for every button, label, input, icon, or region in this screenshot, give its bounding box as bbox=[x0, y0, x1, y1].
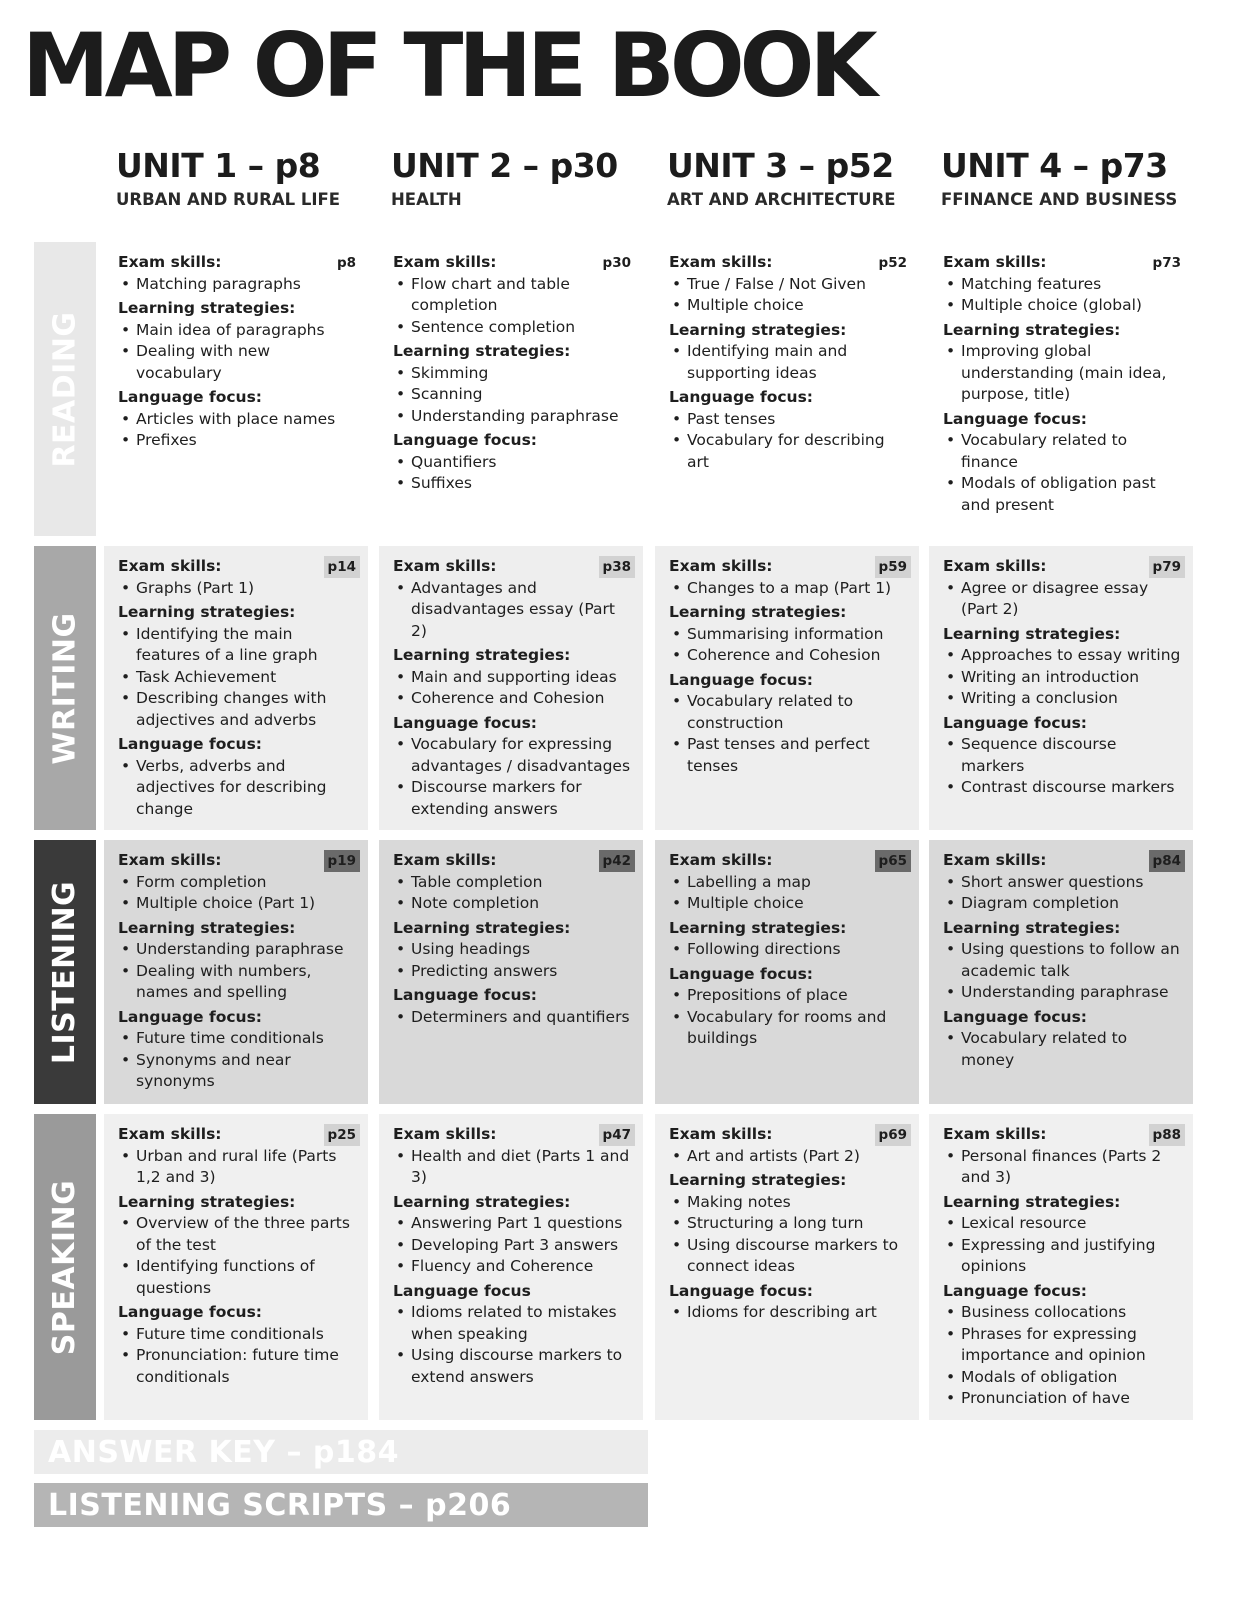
section-heading: Exam skills: bbox=[393, 851, 497, 869]
list-item: • Contrast discourse markers bbox=[943, 777, 1181, 799]
cell-speaking-unit-1 bbox=[104, 1114, 368, 1420]
list-item: • Lexical resource bbox=[943, 1213, 1181, 1235]
page-badge: p19 bbox=[324, 850, 360, 872]
list-item: • Sequence discourse markers bbox=[943, 734, 1181, 777]
section-heading: Learning strategies: bbox=[393, 646, 571, 664]
section-heading: Exam skills: bbox=[393, 253, 497, 271]
list-item: • Future time conditionals bbox=[118, 1324, 356, 1346]
unit-header-4 bbox=[941, 148, 1211, 209]
section-heading: Exam skills: bbox=[393, 557, 497, 575]
list-item: • Personal finances (Parts 2 and 3) bbox=[943, 1146, 1181, 1189]
list-item: • Dealing with new vocabulary bbox=[118, 341, 356, 384]
list-item: • Skimming bbox=[393, 363, 631, 385]
page-badge: p59 bbox=[875, 556, 911, 578]
list-item: • Verbs, adverbs and adjectives for describing change bbox=[118, 756, 356, 821]
list-item: • Multiple choice bbox=[669, 295, 907, 317]
section-list bbox=[118, 872, 356, 915]
section-list bbox=[393, 1213, 631, 1278]
list-item: • Short answer questions bbox=[943, 872, 1181, 894]
section-list bbox=[669, 939, 907, 961]
list-item: • Answering Part 1 questions bbox=[393, 1213, 631, 1235]
unit-title: UNIT 1 – p8 bbox=[116, 146, 321, 185]
list-item: • Main and supporting ideas bbox=[393, 667, 631, 689]
list-item: • Future time conditionals bbox=[118, 1028, 356, 1050]
list-item: • Pronunciation: future time conditionals bbox=[118, 1345, 356, 1388]
list-item: • Note completion bbox=[393, 893, 631, 915]
section-list bbox=[943, 430, 1181, 516]
section-heading: Language focus: bbox=[669, 964, 814, 983]
section-heading: Learning strategies: bbox=[943, 918, 1121, 937]
section-list bbox=[669, 1146, 907, 1168]
page-badge: p84 bbox=[1149, 850, 1185, 872]
unit-title: UNIT 3 – p52 bbox=[667, 146, 894, 185]
section-list bbox=[943, 1213, 1181, 1278]
section-list bbox=[393, 452, 631, 495]
section-heading: Exam skills: bbox=[943, 1125, 1047, 1143]
cell-listening-unit-2 bbox=[379, 840, 643, 1104]
section-list bbox=[393, 1007, 631, 1029]
list-item: • Articles with place names bbox=[118, 409, 356, 431]
cell-speaking-unit-2 bbox=[379, 1114, 643, 1420]
list-item: • Summarising information bbox=[669, 624, 907, 646]
list-item: • Approaches to essay writing bbox=[943, 645, 1181, 667]
section-list bbox=[393, 1146, 631, 1189]
section-list bbox=[393, 578, 631, 643]
section-heading: Language focus: bbox=[669, 388, 814, 406]
list-item: • Task Achievement bbox=[118, 667, 356, 689]
section-heading: Language focus: bbox=[118, 735, 263, 753]
list-item: • Vocabulary for expressing advantages / disadvantages bbox=[393, 734, 631, 777]
cell-speaking-unit-4 bbox=[929, 1114, 1193, 1420]
list-item: • Multiple choice bbox=[669, 893, 907, 915]
list-item: • Vocabulary for describing art bbox=[669, 430, 907, 473]
list-item: • Flow chart and table completion bbox=[393, 274, 631, 317]
row-label-text: READING bbox=[47, 310, 83, 468]
section-heading: Learning strategies: bbox=[669, 1171, 847, 1189]
section-list bbox=[393, 274, 631, 339]
unit-header-2 bbox=[391, 148, 661, 209]
unit-subtitle: HEALTH bbox=[391, 190, 462, 210]
section-list bbox=[669, 274, 907, 317]
list-item: • Modals of obligation bbox=[943, 1367, 1181, 1389]
section-heading: Language focus: bbox=[943, 1281, 1088, 1300]
section-heading: Learning strategies: bbox=[393, 342, 571, 360]
page-badge: p65 bbox=[875, 850, 911, 872]
list-item: • Prepositions of place bbox=[669, 985, 907, 1007]
list-item: • Predicting answers bbox=[393, 961, 631, 983]
unit-header-3 bbox=[667, 148, 937, 209]
page-badge: p14 bbox=[324, 556, 360, 578]
section-list bbox=[943, 872, 1181, 915]
section-list bbox=[943, 645, 1181, 710]
section-list bbox=[118, 274, 356, 296]
section-list bbox=[118, 624, 356, 732]
section-list bbox=[669, 409, 907, 474]
row-label-text: SPEAKING bbox=[47, 1179, 83, 1355]
list-item: • Multiple choice (Part 1) bbox=[118, 893, 356, 915]
list-item: • Using headings bbox=[393, 939, 631, 961]
section-heading: Learning strategies: bbox=[943, 1192, 1121, 1211]
section-list bbox=[943, 734, 1181, 799]
section-heading: Learning strategies: bbox=[943, 320, 1121, 339]
section-list bbox=[669, 578, 907, 600]
list-item: • Understanding paraphrase bbox=[393, 406, 631, 428]
answer-key-bar bbox=[34, 1430, 648, 1474]
section-list bbox=[118, 756, 356, 821]
list-item: • Pronunciation of have bbox=[943, 1388, 1181, 1410]
list-item: • Form completion bbox=[118, 872, 356, 894]
unit-subtitle: FFINANCE AND BUSINESS bbox=[941, 190, 1178, 210]
section-list bbox=[118, 578, 356, 600]
list-item: • Labelling a map bbox=[669, 872, 907, 894]
row-label-listening bbox=[34, 840, 96, 1104]
page-badge: p73 bbox=[1152, 255, 1181, 271]
list-item: • Main idea of paragraphs bbox=[118, 320, 356, 342]
list-item: • Idioms for describing art bbox=[669, 1302, 907, 1324]
section-heading: Language focus: bbox=[393, 713, 538, 732]
cell-writing-unit-2 bbox=[379, 546, 643, 830]
row-label-text: LISTENING bbox=[47, 880, 83, 1064]
list-item: • Using questions to follow an academic talk bbox=[943, 939, 1181, 982]
section-heading: Exam skills: bbox=[118, 253, 222, 271]
section-heading: Learning strategies: bbox=[669, 320, 847, 339]
list-item: • Modals of obligation past and present bbox=[943, 473, 1181, 516]
section-list bbox=[118, 1028, 356, 1093]
section-list bbox=[669, 691, 907, 777]
list-item: • Using discourse markers to extend answers bbox=[393, 1345, 631, 1388]
list-item: • Vocabulary related to finance bbox=[943, 430, 1181, 473]
section-heading: Exam skills: bbox=[118, 851, 222, 869]
section-list bbox=[943, 1146, 1181, 1189]
page-badge: p52 bbox=[878, 255, 907, 271]
cell-writing-unit-3 bbox=[655, 546, 919, 830]
list-item: • Business collocations bbox=[943, 1302, 1181, 1324]
section-heading: Language focus: bbox=[393, 986, 538, 1004]
cell-speaking-unit-3 bbox=[655, 1114, 919, 1420]
unit-subtitle: URBAN AND RURAL LIFE bbox=[116, 190, 341, 210]
list-item: • Improving global understanding (main idea, purpose, title) bbox=[943, 341, 1181, 406]
unit-subtitle: ART AND ARCHITECTURE bbox=[667, 190, 896, 210]
section-list bbox=[118, 409, 356, 452]
cell-reading-unit-2 bbox=[379, 242, 643, 536]
list-item: • Identifying main and supporting ideas bbox=[669, 341, 907, 384]
list-item: • Vocabulary related to money bbox=[943, 1028, 1181, 1071]
cell-listening-unit-4 bbox=[929, 840, 1193, 1104]
section-list bbox=[943, 341, 1181, 406]
section-list bbox=[118, 939, 356, 1004]
section-list bbox=[669, 624, 907, 667]
list-item: • Urban and rural life (Parts 1,2 and 3) bbox=[118, 1146, 356, 1189]
section-list bbox=[669, 341, 907, 384]
list-item: • Matching features bbox=[943, 274, 1181, 296]
page-badge: p88 bbox=[1149, 1124, 1185, 1146]
list-item: • Prefixes bbox=[118, 430, 356, 452]
list-item: • Graphs (Part 1) bbox=[118, 578, 356, 600]
list-item: • Fluency and Coherence bbox=[393, 1256, 631, 1278]
section-list bbox=[118, 1324, 356, 1389]
section-heading: Learning strategies: bbox=[118, 603, 296, 621]
section-heading: Exam skills: bbox=[669, 1125, 773, 1143]
cell-reading-unit-3 bbox=[655, 242, 919, 536]
section-heading: Exam skills: bbox=[118, 557, 222, 575]
cell-reading-unit-1 bbox=[104, 242, 368, 536]
list-item: • Synonyms and near synonyms bbox=[118, 1050, 356, 1093]
list-item: • Matching paragraphs bbox=[118, 274, 356, 296]
page-badge: p38 bbox=[599, 556, 635, 578]
list-item: • Health and diet (Parts 1 and 3) bbox=[393, 1146, 631, 1189]
list-item: • Understanding paraphrase bbox=[118, 939, 356, 961]
section-heading: Language focus bbox=[393, 1281, 531, 1300]
list-item: • Writing an introduction bbox=[943, 667, 1181, 689]
list-item: • Scanning bbox=[393, 384, 631, 406]
cell-writing-unit-1 bbox=[104, 546, 368, 830]
cell-reading-unit-4 bbox=[929, 242, 1193, 536]
section-heading: Language focus: bbox=[118, 388, 263, 406]
unit-title: UNIT 2 – p30 bbox=[391, 146, 618, 185]
list-item: • Past tenses and perfect tenses bbox=[669, 734, 907, 777]
unit-title: UNIT 4 – p73 bbox=[941, 146, 1168, 185]
section-heading: Exam skills: bbox=[393, 1125, 497, 1143]
list-item: • Identifying functions of questions bbox=[118, 1256, 356, 1299]
list-item: • Writing a conclusion bbox=[943, 688, 1181, 710]
section-list bbox=[393, 363, 631, 428]
list-item: • Dealing with numbers, names and spelling bbox=[118, 961, 356, 1004]
section-heading: Exam skills: bbox=[943, 253, 1047, 271]
row-label-speaking bbox=[34, 1114, 96, 1420]
page-title: MAP OF THE BOOK bbox=[22, 14, 873, 117]
list-item: • True / False / Not Given bbox=[669, 274, 907, 296]
section-heading: Language focus: bbox=[669, 670, 814, 689]
section-list bbox=[669, 872, 907, 915]
answer-key-label: ANSWER KEY – p184 bbox=[48, 1434, 400, 1470]
row-label-writing bbox=[34, 546, 96, 830]
section-list bbox=[393, 1302, 631, 1388]
section-heading: Exam skills: bbox=[118, 1125, 222, 1143]
page-badge: p30 bbox=[602, 255, 631, 271]
list-item: • Diagram completion bbox=[943, 893, 1181, 915]
list-item: • Making notes bbox=[669, 1192, 907, 1214]
row-label-reading bbox=[34, 242, 96, 536]
section-list bbox=[669, 1192, 907, 1278]
section-heading: Learning strategies: bbox=[393, 1192, 571, 1211]
list-item: • Expressing and justifying opinions bbox=[943, 1235, 1181, 1278]
list-item: • Suffixes bbox=[393, 473, 631, 495]
section-list bbox=[943, 274, 1181, 317]
list-item: • Quantifiers bbox=[393, 452, 631, 474]
section-heading: Language focus: bbox=[393, 431, 538, 449]
list-item: • Coherence and Cohesion bbox=[669, 645, 907, 667]
list-item: • Discourse markers for extending answers bbox=[393, 777, 631, 820]
list-item: • Structuring a long turn bbox=[669, 1213, 907, 1235]
section-heading: Exam skills: bbox=[943, 557, 1047, 575]
section-heading: Exam skills: bbox=[943, 851, 1047, 869]
section-list bbox=[393, 872, 631, 915]
section-list bbox=[393, 667, 631, 710]
list-item: • Phrases for expressing importance and opinion bbox=[943, 1324, 1181, 1367]
section-heading: Language focus: bbox=[118, 1303, 263, 1321]
listening-scripts-label: LISTENING SCRIPTS – p206 bbox=[48, 1487, 512, 1523]
row-label-text: WRITING bbox=[47, 611, 83, 765]
section-list bbox=[393, 939, 631, 982]
unit-header-1 bbox=[116, 148, 386, 209]
section-heading: Learning strategies: bbox=[118, 918, 296, 937]
section-heading: Learning strategies: bbox=[118, 1192, 296, 1211]
section-list bbox=[943, 939, 1181, 1004]
list-item: • Advantages and disadvantages essay (Part 2) bbox=[393, 578, 631, 643]
list-item: • Multiple choice (global) bbox=[943, 295, 1181, 317]
section-list bbox=[943, 578, 1181, 621]
list-item: • Idioms related to mistakes when speaking bbox=[393, 1302, 631, 1345]
list-item: • Table completion bbox=[393, 872, 631, 894]
section-heading: Learning strategies: bbox=[669, 918, 847, 937]
list-item: • Developing Part 3 answers bbox=[393, 1235, 631, 1257]
section-heading: Learning strategies: bbox=[669, 603, 847, 621]
section-heading: Exam skills: bbox=[669, 253, 773, 271]
list-item: • Sentence completion bbox=[393, 317, 631, 339]
section-heading: Learning strategies: bbox=[393, 918, 571, 937]
section-heading: Language focus: bbox=[943, 409, 1088, 428]
list-item: • Following directions bbox=[669, 939, 907, 961]
section-list bbox=[118, 1213, 356, 1299]
section-heading: Language focus: bbox=[118, 1007, 263, 1026]
list-item: • Art and artists (Part 2) bbox=[669, 1146, 907, 1168]
page-badge: p42 bbox=[599, 850, 635, 872]
list-item: • Past tenses bbox=[669, 409, 907, 431]
list-item: • Vocabulary related to construction bbox=[669, 691, 907, 734]
page-badge: p79 bbox=[1149, 556, 1185, 578]
page-badge: p8 bbox=[336, 255, 356, 271]
section-list bbox=[669, 985, 907, 1050]
cell-writing-unit-4 bbox=[929, 546, 1193, 830]
list-item: • Describing changes with adjectives and adverbs bbox=[118, 688, 356, 731]
section-heading: Exam skills: bbox=[669, 557, 773, 575]
page-badge: p69 bbox=[875, 1124, 911, 1146]
section-list bbox=[393, 734, 631, 820]
section-heading: Learning strategies: bbox=[118, 299, 296, 317]
list-item: • Understanding paraphrase bbox=[943, 982, 1181, 1004]
page-badge: p25 bbox=[324, 1124, 360, 1146]
list-item: • Agree or disagree essay (Part 2) bbox=[943, 578, 1181, 621]
list-item: • Determiners and quantifiers bbox=[393, 1007, 631, 1029]
section-list bbox=[943, 1028, 1181, 1071]
cell-listening-unit-1 bbox=[104, 840, 368, 1104]
section-heading: Learning strategies: bbox=[943, 624, 1121, 643]
section-heading: Language focus: bbox=[943, 1007, 1088, 1026]
list-item: • Vocabulary for rooms and buildings bbox=[669, 1007, 907, 1050]
listening-scripts-bar bbox=[34, 1483, 648, 1527]
list-item: • Coherence and Cohesion bbox=[393, 688, 631, 710]
section-heading: Language focus: bbox=[669, 1281, 814, 1300]
section-heading: Language focus: bbox=[943, 713, 1088, 732]
section-list bbox=[118, 320, 356, 385]
section-list bbox=[118, 1146, 356, 1189]
cell-listening-unit-3 bbox=[655, 840, 919, 1104]
section-heading: Exam skills: bbox=[669, 851, 773, 869]
list-item: • Identifying the main features of a line graph bbox=[118, 624, 356, 667]
section-list bbox=[669, 1302, 907, 1324]
list-item: • Overview of the three parts of the test bbox=[118, 1213, 356, 1256]
page-badge: p47 bbox=[599, 1124, 635, 1146]
section-list bbox=[943, 1302, 1181, 1410]
list-item: • Changes to a map (Part 1) bbox=[669, 578, 907, 600]
list-item: • Using discourse markers to connect ideas bbox=[669, 1235, 907, 1278]
